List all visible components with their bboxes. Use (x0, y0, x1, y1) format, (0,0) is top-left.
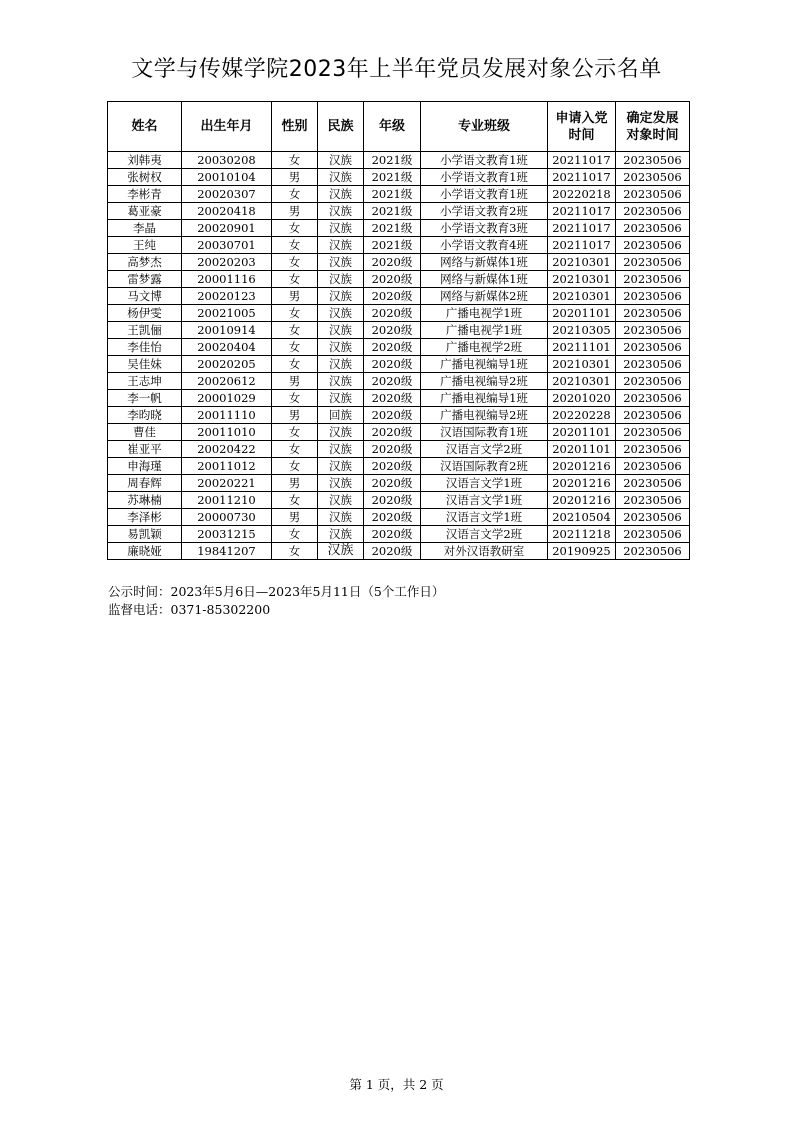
cell-apply-date: 20220228 (548, 407, 616, 424)
cell-birth: 20030208 (182, 152, 272, 169)
cell-grade: 2020级 (364, 424, 421, 441)
cell-grade: 2020级 (364, 339, 421, 356)
cell-grade: 2021级 (364, 186, 421, 203)
cell-major-class: 广播电视编导1班 (421, 356, 548, 373)
cell-gender: 女 (272, 237, 318, 254)
table-row (108, 441, 690, 458)
cell-birth: 20020221 (182, 475, 272, 492)
cell-gender: 女 (272, 254, 318, 271)
cell-ethnicity: 汉族 (318, 390, 364, 407)
cell-ethnicity: 汉族 (318, 322, 364, 339)
table-row (108, 305, 690, 322)
cell-birth: 20020612 (182, 373, 272, 390)
cell-birth: 20020404 (182, 339, 272, 356)
cell-major-class: 广播电视学1班 (421, 322, 548, 339)
cell-birth: 20011210 (182, 492, 272, 509)
cell-apply-date: 20201216 (548, 475, 616, 492)
publicity-period: 公示时间：2023年5月6日—2023年5月11日（5个工作日） (108, 584, 445, 599)
table-row (108, 203, 690, 220)
cell-ethnicity: 汉族 (318, 509, 364, 526)
cell-apply-date: 20211017 (548, 220, 616, 237)
cell-ethnicity: 汉族 (318, 203, 364, 220)
cell-name: 崔亚平 (108, 441, 182, 458)
cell-birth: 20020901 (182, 220, 272, 237)
cell-gender: 男 (272, 169, 318, 186)
cell-name: 马文博 (108, 288, 182, 305)
cell-grade: 2020级 (364, 475, 421, 492)
cell-grade: 2020级 (364, 492, 421, 509)
cell-apply-date: 20211017 (548, 169, 616, 186)
cell-gender: 女 (272, 424, 318, 441)
cell-confirm-date: 20230506 (616, 254, 690, 271)
cell-gender: 女 (272, 458, 318, 475)
cell-gender: 男 (272, 475, 318, 492)
table-row (108, 339, 690, 356)
cell-apply-date: 20201216 (548, 458, 616, 475)
cell-grade: 2021级 (364, 152, 421, 169)
cell-grade: 2020级 (364, 543, 421, 560)
cell-ethnicity: 汉族 (318, 492, 364, 509)
cell-name: 雷梦露 (108, 271, 182, 288)
cell-confirm-date: 20230506 (616, 152, 690, 169)
cell-grade: 2020级 (364, 305, 421, 322)
cell-apply-date: 20211218 (548, 526, 616, 543)
cell-ethnicity: 汉族 (318, 373, 364, 390)
table-row (108, 169, 690, 186)
cell-confirm-date: 20230506 (616, 169, 690, 186)
cell-ethnicity: 汉族 (318, 543, 364, 560)
cell-gender: 女 (272, 220, 318, 237)
cell-birth: 20020203 (182, 254, 272, 271)
cell-major-class: 汉语言文学1班 (421, 492, 548, 509)
cell-grade: 2021级 (364, 220, 421, 237)
cell-major-class: 小学语文教育1班 (421, 186, 548, 203)
cell-confirm-date: 20230506 (616, 373, 690, 390)
cell-confirm-date: 20230506 (616, 543, 690, 560)
cell-ethnicity: 汉族 (318, 339, 364, 356)
cell-major-class: 小学语文教育2班 (421, 203, 548, 220)
cell-birth: 19841207 (182, 543, 272, 560)
cell-name: 申海瑾 (108, 458, 182, 475)
header-birth: 出生年月 (182, 102, 272, 152)
cell-name: 李昀晓 (108, 407, 182, 424)
table-row (108, 237, 690, 254)
table-row (108, 373, 690, 390)
cell-grade: 2021级 (364, 169, 421, 186)
cell-major-class: 小学语文教育1班 (421, 169, 548, 186)
table-header-row (108, 102, 690, 152)
cell-confirm-date: 20230506 (616, 339, 690, 356)
cell-apply-date: 20211017 (548, 237, 616, 254)
cell-major-class: 小学语文教育4班 (421, 237, 548, 254)
table-row (108, 458, 690, 475)
cell-major-class: 广播电视编导2班 (421, 407, 548, 424)
cell-gender: 女 (272, 339, 318, 356)
cell-confirm-date: 20230506 (616, 356, 690, 373)
cell-birth: 20020418 (182, 203, 272, 220)
cell-confirm-date: 20230506 (616, 220, 690, 237)
cell-major-class: 网络与新媒体1班 (421, 254, 548, 271)
header-apply-date-line2: 时间 (568, 127, 595, 143)
header-major-class: 专业班级 (421, 102, 548, 152)
cell-birth: 20011012 (182, 458, 272, 475)
cell-gender: 女 (272, 390, 318, 407)
cell-name: 李佳怡 (108, 339, 182, 356)
cell-confirm-date: 20230506 (616, 441, 690, 458)
cell-apply-date: 20210504 (548, 509, 616, 526)
cell-ethnicity: 回族 (318, 407, 364, 424)
cell-name: 李一帆 (108, 390, 182, 407)
cell-major-class: 小学语文教育3班 (421, 220, 548, 237)
cell-ethnicity: 汉族 (318, 169, 364, 186)
cell-birth: 20010104 (182, 169, 272, 186)
cell-confirm-date: 20230506 (616, 237, 690, 254)
cell-birth: 20001116 (182, 271, 272, 288)
header-name: 姓名 (108, 102, 182, 152)
cell-name: 刘韩夷 (108, 152, 182, 169)
cell-birth: 20001029 (182, 390, 272, 407)
cell-birth: 20020123 (182, 288, 272, 305)
cell-ethnicity: 汉族 (318, 186, 364, 203)
cell-name: 廉晓娅 (108, 543, 182, 560)
cell-name: 易凯颖 (108, 526, 182, 543)
cell-major-class: 广播电视编导2班 (421, 373, 548, 390)
table-row (108, 254, 690, 271)
cell-gender: 女 (272, 305, 318, 322)
cell-confirm-date: 20230506 (616, 203, 690, 220)
cell-grade: 2020级 (364, 458, 421, 475)
table-row (108, 288, 690, 305)
cell-gender: 女 (272, 186, 318, 203)
cell-ethnicity: 汉族 (318, 475, 364, 492)
cell-apply-date: 20201101 (548, 305, 616, 322)
cell-grade: 2020级 (364, 441, 421, 458)
cell-ethnicity: 汉族 (318, 424, 364, 441)
cell-apply-date: 20210301 (548, 271, 616, 288)
cell-apply-date: 20210301 (548, 254, 616, 271)
header-ethnicity: 民族 (318, 102, 364, 152)
cell-gender: 女 (272, 543, 318, 560)
cell-name: 葛亚豪 (108, 203, 182, 220)
cell-birth: 20020422 (182, 441, 272, 458)
cell-major-class: 广播电视学2班 (421, 339, 548, 356)
cell-major-class: 汉语国际教育2班 (421, 458, 548, 475)
cell-birth: 20031215 (182, 526, 272, 543)
cell-gender: 女 (272, 356, 318, 373)
cell-ethnicity: 汉族 (318, 288, 364, 305)
cell-major-class: 汉语言文学1班 (421, 509, 548, 526)
cell-apply-date: 20211101 (548, 339, 616, 356)
cell-confirm-date: 20230506 (616, 509, 690, 526)
table-row (108, 509, 690, 526)
table-row (108, 526, 690, 543)
cell-grade: 2020级 (364, 373, 421, 390)
cell-name: 苏琳楠 (108, 492, 182, 509)
cell-grade: 2020级 (364, 407, 421, 424)
cell-grade: 2020级 (364, 322, 421, 339)
cell-ethnicity: 汉族 (318, 254, 364, 271)
supervision-phone: 监督电话：0371-85302200 (108, 602, 271, 617)
table-row (108, 543, 690, 560)
cell-confirm-date: 20230506 (616, 305, 690, 322)
cell-ethnicity: 汉族 (318, 271, 364, 288)
cell-grade: 2021级 (364, 203, 421, 220)
cell-name: 周春辉 (108, 475, 182, 492)
cell-confirm-date: 20230506 (616, 322, 690, 339)
document-title: 文学与传媒学院2023年上半年党员发展对象公示名单 (131, 57, 662, 82)
footer-notes (108, 583, 444, 619)
cell-gender: 女 (272, 526, 318, 543)
cell-name: 李晶 (108, 220, 182, 237)
page-indicator: 第 1 页，共 2 页 (349, 1077, 444, 1092)
cell-grade: 2020级 (364, 509, 421, 526)
cell-major-class: 小学语文教育1班 (421, 152, 548, 169)
cell-birth: 20010914 (182, 322, 272, 339)
cell-major-class: 广播电视学1班 (421, 305, 548, 322)
cell-gender: 男 (272, 203, 318, 220)
cell-confirm-date: 20230506 (616, 475, 690, 492)
cell-confirm-date: 20230506 (616, 186, 690, 203)
cell-grade: 2020级 (364, 390, 421, 407)
cell-ethnicity: 汉族 (318, 458, 364, 475)
cell-gender: 女 (272, 322, 318, 339)
cell-gender: 女 (272, 152, 318, 169)
cell-major-class: 对外汉语教研室 (421, 543, 548, 560)
header-confirm-date (616, 102, 690, 152)
cell-apply-date: 20190925 (548, 543, 616, 560)
cell-apply-date: 20201216 (548, 492, 616, 509)
table-row (108, 322, 690, 339)
cell-major-class: 汉语言文学2班 (421, 526, 548, 543)
cell-grade: 2020级 (364, 271, 421, 288)
cell-confirm-date: 20230506 (616, 271, 690, 288)
cell-confirm-date: 20230506 (616, 424, 690, 441)
cell-name: 李泽彬 (108, 509, 182, 526)
cell-apply-date: 20220218 (548, 186, 616, 203)
table-row (108, 220, 690, 237)
header-confirm-date-line1: 确定发展 (626, 110, 679, 126)
table-body (108, 152, 690, 560)
cell-major-class: 广播电视编导1班 (421, 390, 548, 407)
cell-name: 张树权 (108, 169, 182, 186)
cell-name: 王志坤 (108, 373, 182, 390)
cell-confirm-date: 20230506 (616, 458, 690, 475)
table-row (108, 424, 690, 441)
cell-grade: 2020级 (364, 254, 421, 271)
cell-confirm-date: 20230506 (616, 407, 690, 424)
cell-gender: 女 (272, 441, 318, 458)
table-row (108, 271, 690, 288)
cell-birth: 20011010 (182, 424, 272, 441)
header-apply-date (548, 102, 616, 152)
cell-birth: 20030701 (182, 237, 272, 254)
cell-apply-date: 20210305 (548, 322, 616, 339)
cell-apply-date: 20201101 (548, 424, 616, 441)
cell-birth: 20000730 (182, 509, 272, 526)
table-row (108, 186, 690, 203)
cell-confirm-date: 20230506 (616, 492, 690, 509)
cell-ethnicity: 汉族 (318, 441, 364, 458)
cell-grade: 2020级 (364, 526, 421, 543)
cell-major-class: 汉语言文学2班 (421, 441, 548, 458)
cell-name: 王纯 (108, 237, 182, 254)
cell-gender: 男 (272, 288, 318, 305)
cell-grade: 2020级 (364, 288, 421, 305)
cell-name: 王凯俪 (108, 322, 182, 339)
table-row (108, 492, 690, 509)
table-row (108, 152, 690, 169)
cell-name: 高梦杰 (108, 254, 182, 271)
cell-major-class: 网络与新媒体1班 (421, 271, 548, 288)
cell-gender: 女 (272, 492, 318, 509)
cell-ethnicity: 汉族 (318, 305, 364, 322)
cell-grade: 2021级 (364, 237, 421, 254)
cell-ethnicity: 汉族 (318, 526, 364, 543)
table-row (108, 390, 690, 407)
cell-apply-date: 20210301 (548, 356, 616, 373)
table-row (108, 356, 690, 373)
table-row (108, 475, 690, 492)
cell-ethnicity: 汉族 (318, 152, 364, 169)
header-gender: 性别 (272, 102, 318, 152)
cell-major-class: 汉语国际教育1班 (421, 424, 548, 441)
header-confirm-date-line2: 对象时间 (626, 127, 679, 143)
cell-name: 吴佳妹 (108, 356, 182, 373)
candidate-table (107, 101, 690, 560)
cell-ethnicity: 汉族 (318, 237, 364, 254)
cell-name: 李彬青 (108, 186, 182, 203)
cell-apply-date: 20201101 (548, 441, 616, 458)
cell-apply-date: 20201020 (548, 390, 616, 407)
cell-confirm-date: 20230506 (616, 288, 690, 305)
header-grade: 年级 (364, 102, 421, 152)
cell-gender: 男 (272, 407, 318, 424)
cell-gender: 男 (272, 373, 318, 390)
cell-apply-date: 20211017 (548, 203, 616, 220)
cell-ethnicity: 汉族 (318, 356, 364, 373)
cell-confirm-date: 20230506 (616, 390, 690, 407)
cell-major-class: 网络与新媒体2班 (421, 288, 548, 305)
cell-name: 曹佳 (108, 424, 182, 441)
cell-gender: 女 (272, 271, 318, 288)
cell-birth: 20011110 (182, 407, 272, 424)
cell-birth: 20020307 (182, 186, 272, 203)
table-row (108, 407, 690, 424)
cell-apply-date: 20210301 (548, 288, 616, 305)
cell-ethnicity: 汉族 (318, 220, 364, 237)
cell-confirm-date: 20230506 (616, 526, 690, 543)
cell-gender: 男 (272, 509, 318, 526)
header-apply-date-line1: 申请入党 (555, 110, 608, 126)
cell-major-class: 汉语言文学1班 (421, 475, 548, 492)
cell-birth: 20021005 (182, 305, 272, 322)
cell-birth: 20020205 (182, 356, 272, 373)
cell-apply-date: 20210301 (548, 373, 616, 390)
cell-grade: 2020级 (364, 356, 421, 373)
cell-apply-date: 20211017 (548, 152, 616, 169)
cell-name: 杨伊雯 (108, 305, 182, 322)
